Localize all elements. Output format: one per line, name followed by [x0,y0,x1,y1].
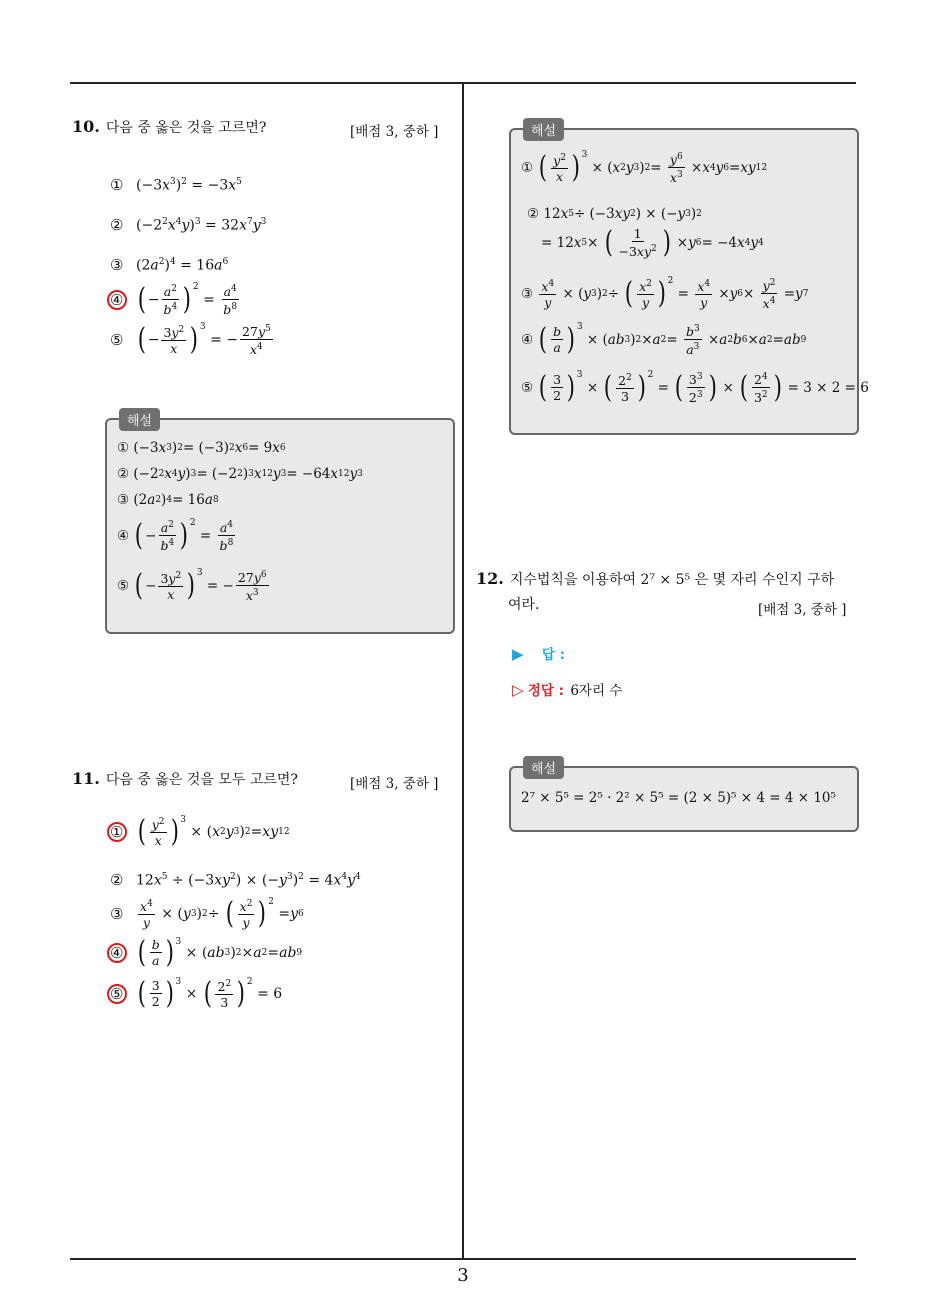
q12-text-line1: 지수법칙을 이용하여 2⁷ × 5⁵ 은 몇 자리 수인지 구하 [509,572,835,588]
q10-text: 다음 중 옳은 것을 고르면? [105,120,267,136]
q11-option-4[interactable]: ④ ( $\frac{b}{a}$ ) $^3$ × ( ab 3 ) 2 × a 2 = ab 9 [110,937,302,968]
solution-line: ③ (2 a 2 ) 4 = 16 a 8 [117,492,219,508]
bottom-rule [70,1258,856,1260]
solution-line: = 12 x 5 × ( $\frac{1}{-3xy^2}$ ) × y 6 = −4 x 4 y 4 [541,224,764,260]
option-number: ① [110,822,124,841]
q12-score: [배점 3, 중하 ] [758,602,847,618]
solution-tag: 해설 [523,118,564,141]
correct-value: 6자리 수 [570,683,623,699]
q10-options [110,170,440,370]
selected-answer-mark [107,984,127,1004]
solution-line: ① (−3 x 3 ) 2 = (−3) 2 x 6 = 9 x 6 [117,440,286,456]
solution-line: ② (−2 2 x 4 y ) 3 = (−2 2 ) 3 x 12 y 3 = −64 x 12 y 3 [117,466,363,482]
q10-title [72,116,266,139]
q11-solution-box [509,124,869,435]
outline-arrow-icon: ▷ [512,681,524,699]
q12-title-line2: 여라. [508,597,540,613]
q10-option-1[interactable]: ① $(-3x^3)^2 = -3x^5$ [110,176,242,194]
solution-line: ⑤ ( $\frac{3}{2}$ ) $^3$ × ( $\frac{2^2}{3}$ ) $^2$ = ( $\frac{3^3}{2^3}$ ) × ( $\frac{2^4}{3^2}$ ) = 3 × 2 = 6 [521,369,869,406]
q11-number: 11. [72,769,100,788]
option-number: ② [110,871,124,889]
q10-score: [배점 3, 중하 ] [350,124,439,140]
solution-line: ④ ( $\frac{b}{a}$ ) $^3$ × ( ab 3 ) 2 × a 2 = $\frac{b^3}{a^3}$ × a 2 b 6 × a 2 = ab 9 [521,321,807,358]
q10-option-5[interactable]: ⑤ ( − $\frac{3y^2}{x}$ ) $^3$ = − $\frac{27y^5}{x^4}$ [110,321,271,358]
solution-tag: 해설 [523,756,564,779]
selected-answer-mark [107,943,127,963]
q12-solution-box [509,762,859,832]
solution-line: ③ $\frac{x^4}{y}$ × ( y 3 ) 2 ÷ ( $\frac{x^2}{y}$ ) $^2$ = $\frac{x^4}{y}$ × y 6 × $\frac{y^2}{x^4}$ = y 7 [521,275,809,312]
option-number: ⑤ [110,984,124,1003]
q11-options [110,815,450,1025]
q10-solution-box [105,414,455,634]
option-number: ④ [110,943,124,962]
page-number: 3 [457,1265,469,1286]
q12-title [476,568,860,591]
q10-option-3[interactable]: ③ $(2a^2)^4 = 16a^6$ [110,256,229,274]
q10-option-4[interactable]: ④ ( − $\frac{a^2}{b^4}$ ) $^2$ = $\frac{a^4}{b^8}$ [110,282,241,317]
option-number: ① [110,176,124,194]
option-number: ④ [110,290,124,309]
q11-option-2[interactable]: ② $12x^5 \div (-3xy^2) \times (-y^3)^2 = 4x^4y^4$ [110,871,361,889]
q11-title [72,768,298,791]
q11-option-3[interactable]: ③ $\frac{x^4}{y}$ × ( y 3 ) 2 ÷ ( $\frac{x^2}{y}$ ) $^2$ = y 6 [110,895,304,931]
q11-option-5[interactable]: ⑤ ( $\frac{3}{2}$ ) $^3$ × ( $\frac{2^2}{3}$ ) $^2$ = 6 [110,977,282,1010]
q12-number: 12. [476,569,504,588]
option-number: ③ [110,256,124,274]
play-arrow-icon: ▶ [512,645,524,663]
solution-line: ② 12 x 5 ÷ (−3 xy 2 ) × (− y 3 ) 2 [527,206,702,222]
option-number: ② [110,216,124,234]
option-number: ⑤ [110,330,124,349]
selected-answer-mark [107,290,127,310]
q12-correct-row [512,679,622,699]
solution-line: ① ( $\frac{y^2}{x}$ ) $^3$ × ( x 2 y 3 ) 2 = $\frac{y^6}{x^3}$ × x 4 y 6 = xy 12 [521,149,768,186]
option-number: ③ [110,904,124,923]
solution-tag: 해설 [119,408,160,431]
q12-answer-row[interactable] [512,643,565,663]
solution-line: 2⁷ × 5⁵ = 2⁵ · 2² × 5⁵ = (2 × 5)⁵ × 4 = 4 × 10⁵ [521,790,836,806]
solution-line: ④ ( − $\frac{a^2}{b^4}$ ) $^2$ = $\frac{a^4}{b^8}$ [117,517,234,554]
q10-option-2[interactable]: ② $(-2^2x^4y)^3 = 32x^7y^3$ [110,216,267,234]
answer-label: 답 : [541,647,565,663]
q11-option-1[interactable]: ① ( $\frac{y^2}{x}$ ) $^3$ × ( x 2 y 3 ) 2 = xy 12 [110,815,290,848]
column-divider [462,84,464,1258]
q10-number: 10. [72,117,100,136]
q11-score: [배점 3, 중하 ] [350,776,439,792]
correct-label: 정답 : [527,683,565,699]
selected-answer-mark [107,822,127,842]
solution-line: ⑤ ( − $\frac{3y^2}{x}$ ) $^3$ = − $\frac{27y^6}{x^3}$ [117,567,267,604]
q11-text: 다음 중 옳은 것을 모두 고르면? [105,772,298,788]
